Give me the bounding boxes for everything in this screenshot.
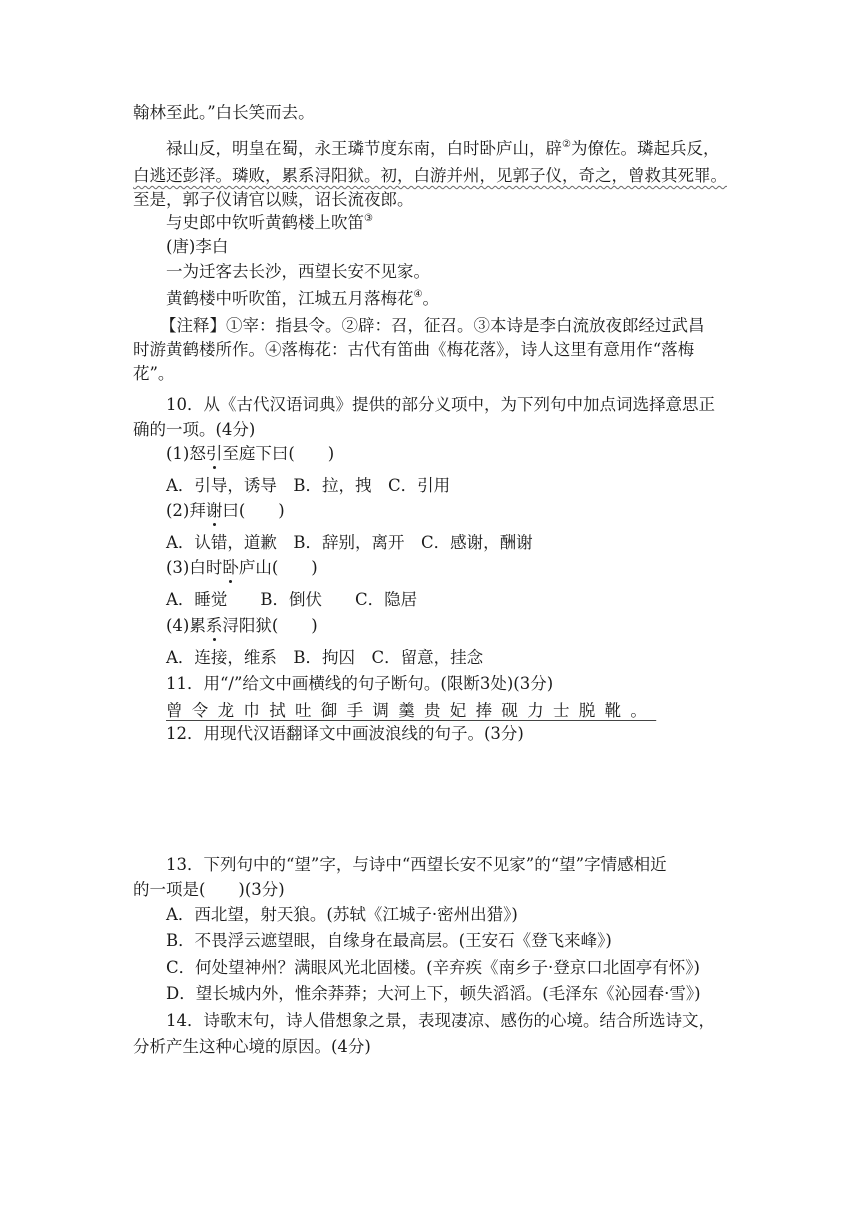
q10-sub-1 — [166, 442, 334, 466]
passage-line-2-b: 为僚佐。璘起兵反， — [570, 139, 720, 158]
q13-option-d: D．望长城内外，惟余莽莽；大河上下，顿失滔滔。(毛泽东《沁园春·雪》) — [166, 984, 701, 1003]
passage-line-2-a: 禄山反，明皇在蜀，永王璘节度东南，白时卧庐山，辟 — [166, 139, 562, 158]
dotted-word: 系 — [205, 616, 223, 635]
underlined-sentence: 曾令龙巾拭吐御手调羹贵妃捧砚力士脱靴。 — [166, 701, 657, 720]
q10-sub-1-pre: (1)怒 — [166, 444, 206, 463]
passage-line-2 — [166, 137, 719, 161]
poem-line-1: 一为迁客去长沙，西望长安不见家。 — [166, 262, 430, 281]
notes-line-2: 时游黄鹤楼所作。④落梅花：古代有笛曲《梅花落》，诗人这里有意用作“落梅 — [133, 340, 695, 359]
q10-sub-4 — [166, 614, 318, 638]
q10-sub-1-options: A．引导，诱导 B．拉，拽 C．引用 — [166, 476, 451, 495]
q13-option-b: B．不畏浮云遮望眼，自缘身在最高层。(王安石《登飞来峰》) — [166, 931, 612, 950]
q10-stem-2: 确的一项。(4分) — [133, 420, 256, 439]
q10-sub-3-pre: (3)白时 — [166, 558, 223, 577]
q10-stem-1: 10．从《古代汉语词典》提供的部分义项中，为下列句中加点词选择意思正 — [166, 395, 715, 414]
q10-sub-4-post: 浔阳狱( ) — [222, 616, 318, 635]
q10-sub-2-pre: (2)拜 — [166, 501, 206, 520]
notes-line-1: 【注释】①宰：指县令。②辟：召，征召。③本诗是李白流放夜郎经过武昌 — [160, 316, 705, 335]
q13-stem-2: 的一项是( )(3分) — [133, 880, 285, 899]
poem-line-2-text: 黄鹤楼中听吹笛，江城五月落梅花 — [166, 289, 414, 308]
passage-line-4: 至是，郭子仪请官以赎，诏长流夜郎。 — [133, 190, 414, 209]
poem-title-text: 与史郎中钦听黄鹤楼上吹笛 — [166, 213, 364, 232]
passage-line-3 — [133, 164, 727, 188]
q10-sub-3 — [166, 556, 318, 580]
q10-sub-4-options: A．连接，维系 B．拘囚 C．留意，挂念 — [166, 648, 484, 667]
poem-line-2 — [166, 287, 439, 311]
q11-sentence — [166, 699, 656, 723]
q10-sub-3-post: 庐山( ) — [238, 558, 318, 577]
wavy-underlined-text: 白逃还彭泽。璘败，累系浔阳狱。初，白游并州，见郭子仪，奇之，曾救其死罪。 — [133, 166, 727, 185]
q14-stem-2: 分析产生这种心境的原因。(4分) — [133, 1037, 371, 1056]
note-ref-2: ② — [562, 139, 571, 150]
note-ref-3: ③ — [364, 213, 373, 224]
dotted-word: 谢 — [205, 501, 223, 520]
q13-option-a: A．西北望，射天狼。(苏轼《江城子·密州出猎》) — [166, 905, 518, 924]
q10-sub-4-pre: (4)累 — [166, 616, 206, 635]
dotted-word: 引 — [205, 444, 223, 463]
q13-stem-1: 13．下列句中的“望”字，与诗中“西望长安不见家”的“望”字情感相近 — [166, 855, 667, 874]
note-ref-4: ④ — [413, 289, 423, 300]
poem-title — [166, 211, 373, 235]
q11-stem: 11．用“/”给文中画横线的句子断句。(限断3处)(3分) — [166, 674, 554, 693]
q10-sub-2-post: 曰( ) — [222, 501, 285, 520]
q10-sub-3-options: A．睡觉 B．倒伏 C．隐居 — [166, 590, 418, 609]
q12-stem: 12．用现代汉语翻译文中画波浪线的句子。(3分) — [166, 724, 524, 743]
passage-line-1: 翰林至此。”白长笑而去。 — [133, 103, 315, 122]
q14-stem-1: 14．诗歌末句，诗人借想象之景，表现凄凉、感伤的心境。结合所选诗文， — [166, 1011, 715, 1030]
q10-sub-1-post: 至庭下曰( ) — [222, 444, 335, 463]
q10-sub-2 — [166, 499, 285, 523]
poem-line-2-end: 。 — [422, 289, 439, 308]
poem-author: (唐)李白 — [166, 237, 229, 256]
q13-option-c: C．何处望神州？满眼风光北固楼。(辛弃疾《南乡子·登京口北固亭有怀》) — [166, 958, 700, 977]
q10-sub-2-options: A．认错，道歉 B．辞别，离开 C．感谢，酬谢 — [166, 533, 533, 552]
dotted-word: 卧 — [222, 558, 239, 577]
notes-line-3: 花”。 — [133, 364, 175, 383]
